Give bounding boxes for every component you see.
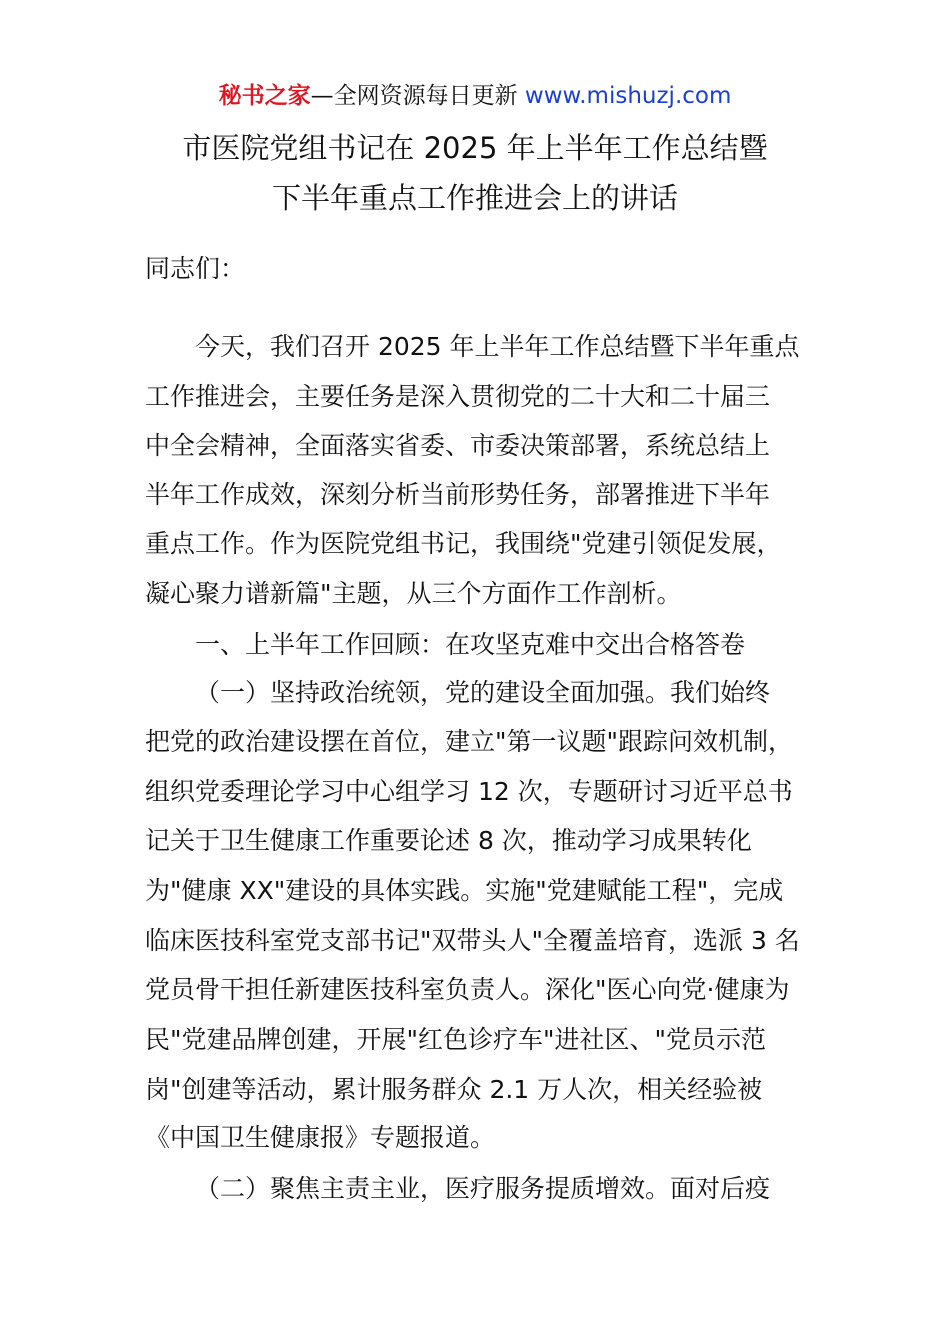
paragraph-line: （一）坚持政治统领，党的建设全面加强。我们始终 bbox=[195, 678, 771, 707]
paragraph-line: 组织党委理论学习中心组学习 12 次，专题研讨习近平总书 bbox=[145, 777, 793, 806]
document-title-line-2: 下半年重点工作推进会上的讲话 bbox=[271, 181, 678, 215]
site-url-link[interactable]: www.mishuzj.com bbox=[524, 83, 732, 109]
paragraph-line: 工作推进会，主要任务是深入贯彻党的二十大和二十届三 bbox=[145, 382, 771, 411]
paragraph-line: 半年工作成效，深刻分析当前形势任务，部署推进下半年 bbox=[145, 480, 771, 509]
brand-name: 秘书之家 bbox=[218, 83, 311, 109]
watermark-header bbox=[0, 80, 950, 112]
paragraph-line: 今天，我们召开 2025 年上半年工作总结暨下半年重点 bbox=[195, 332, 800, 361]
paragraph-line: 临床医技科室党支部书记"双带头人"全覆盖培育，选派 3 名 bbox=[145, 926, 800, 955]
document-title-line-1: 市医院党组书记在 2025 年上半年工作总结暨 bbox=[182, 131, 768, 165]
paragraph-line: 民"党建品牌创建，开展"红色诊疗车"进社区、"党员示范 bbox=[145, 1025, 766, 1054]
paragraph-line: （二）聚焦主责主业，医疗服务提质增效。面对后疫 bbox=[195, 1174, 771, 1203]
salutation: 同志们： bbox=[145, 254, 246, 283]
paragraph-line: 凝心聚力谱新篇"主题，从三个方面作工作剖析。 bbox=[145, 579, 682, 608]
paragraph-line: 把党的政治建设摆在首位，建立"第一议题"跟踪问效机制， bbox=[145, 727, 794, 756]
section-heading: 一、上半年工作回顾：在攻坚克难中交出合格答卷 bbox=[195, 630, 746, 659]
paragraph-line: 重点工作。作为医院党组书记，我围绕"党建引领促发展， bbox=[145, 529, 782, 558]
paragraph-line: 《中国卫生健康报》专题报道。 bbox=[145, 1123, 496, 1152]
paragraph-line: 党员骨干担任新建医技科室负责人。深化"医心向党·健康为 bbox=[145, 975, 790, 1004]
paragraph-line: 记关于卫生健康工作重要论述 8 次，推动学习成果转化 bbox=[145, 826, 752, 855]
paragraph-line: 岗"创建等活动，累计服务群众 2.1 万人次，相关经验被 bbox=[145, 1075, 763, 1104]
header-tagline: —全网资源每日更新 bbox=[310, 83, 525, 109]
paragraph-line: 中全会精神，全面落实省委、市委决策部署，系统总结上 bbox=[145, 431, 771, 460]
paragraph-line: 为"健康 XX"建设的具体实践。实施"党建赋能工程"，完成 bbox=[145, 876, 784, 905]
